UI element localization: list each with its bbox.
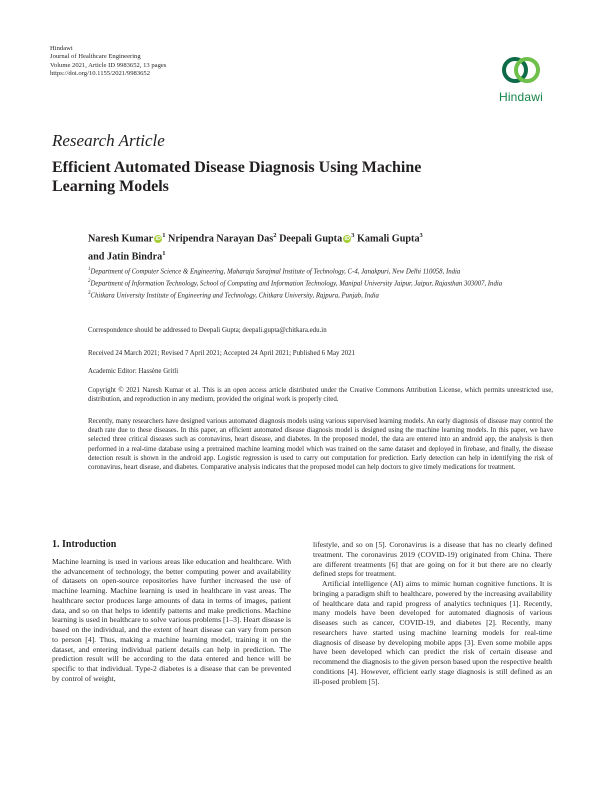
- logo-text: Hindawi: [498, 90, 544, 104]
- academic-editor: Academic Editor: Hassène Gritli: [88, 368, 179, 375]
- author-name: Kamali Gupta: [356, 233, 420, 245]
- publisher-logo: [488, 52, 554, 104]
- intro-paragraph: Machine learning is used in various areas like education and healthcare. With the advancement of technology, the better computing power and availability of datasets on open-source repositories have further increased the use of machine learning. Machine learning is used in healthcare in vast areas. The healthcare sector produces large amounts of data in terms of images, patient data, and so on that helps to identify patterns and make predictions. Machine learning is used in healthcare to solve various problems [1–3]. Heart disease is based on the individual, and the extent of heart disease can vary from person to person [4]. Thus, making a machine learning model, training it on the dataset, and entering individual patient details can help in prediction. The prediction result will be according to the data entered and hence will be specific to that individual. Type-2 diabetes is a disease that can be prevented by control of weight,: [52, 556, 291, 683]
- hindawi-logo-icon: [501, 52, 541, 88]
- abstract: Recently, many researchers have designed various automated diagnosis models using various supervised learning models. An early diagnosis of disease may control the death rate due to these diseases. In this paper, an efficient automated disease diagnosis model is designed using the machine learning models. In this paper, we have selected three critical diseases such as coronavirus, heart disease, and diabetes. In the proposed model, the data are entered into an android app, the analysis is then performed in a real-time database using a pretrained machine learning model which was trained on the same dataset and deployed in firebase, and finally, the disease detection result is shown in the android app. Logistic regression is used to carry out computation for prediction. Early detection can help in identifying the risk of coronavirus, heart disease, and diabetes. Comparative analysis indicates that the proposed model can help doctors to give timely medications for treatment.: [88, 418, 553, 472]
- intro-paragraph: Artificial intelligence (AI) aims to mimic human cognitive functions. It is bringing a paradigm shift to healthcare, powered by the increasing availability of healthcare data and rapid progress of analytics techniques [1]. Recently, many models have been developed for automated diagnosis of various diseases such as cancer, COVID-19, and diabetes [2]. Recently, many researchers have started using machine learning models for real-time diagnosis of disease by developing mobile apps [3]. Even some mobile apps have been developed which can predict the risk of certain disease and recommend the diagnosis to the given person based upon the respective health conditions [4]. However, efficient early stage diagnosis is still defined as an ill-posed problem [5].: [313, 579, 552, 686]
- intro-paragraph: lifestyle, and so on [5]. Coronavirus is a disease that has no clearly defined treatment. The coronavirus 2019 (COVID-19) originated from China. There are different treatments [6] that are going on for it but there are no clearly defined steps for treatment.: [313, 540, 552, 579]
- right-column: [313, 540, 552, 686]
- author-name: Jatin Bindra: [106, 251, 163, 263]
- journal-name: Journal of Healthcare Engineering: [50, 53, 141, 61]
- paper-title: Efficient Automated Disease Diagnosis Using Machine Learning Models: [52, 159, 422, 195]
- affiliations: [88, 265, 548, 302]
- doi-link[interactable]: https://doi.org/10.1155/2021/9983652: [50, 70, 151, 78]
- section-heading: 1. Introduction: [52, 539, 117, 550]
- copyright: Copyright © 2021 Naresh Kumar et al. This is an open access article distributed under the Creative Commons Attribution License, which permits unrestricted use, distribution, and reproduction in any medium, provided the original work is properly cited.: [88, 387, 553, 403]
- volume-line: Volume 2021, Article ID 9983652, 13 pages: [50, 61, 167, 69]
- journal-meta: [50, 45, 166, 79]
- dates: Received 24 March 2021; Revised 7 April 2021; Accepted 24 April 2021; Published 6 May 2021: [88, 350, 355, 357]
- author-name: Deepali Gupta: [279, 233, 343, 245]
- orcid-icon[interactable]: iD: [344, 236, 350, 243]
- affiliation-item: $^1$Department of Computer Science & Engineering, Maharaja Surajmal Institute of Technology, C-4, Janakpuri, New Delhi 110058, India: [88, 267, 461, 276]
- correspondence: Correspondence should be addressed to Deepali Gupta; deepali.gupta@chitkara.edu.in: [88, 327, 327, 334]
- orcid-icon[interactable]: iD: [155, 236, 161, 243]
- author-name: Naresh Kumar: [88, 233, 154, 245]
- author-list: Naresh Kumar $iD^1$ Nripendra Narayan Das$^2$ Deepali Gupta $iD^3$ Kamali Gupta$^3$ and Jatin Bindra$^1$: [88, 232, 423, 263]
- affiliation-item: $^2$Department of Information Technology, School of Computing and Information Technology, Manipal University Jaipur, Jaipur, Rajasthan 303007, India: [88, 279, 503, 288]
- publisher-name: Hindawi: [50, 45, 73, 52]
- author-name: Nripendra Narayan Das: [167, 233, 274, 245]
- affiliation-item: $^3$Chitkara University Institute of Engineering and Technology, Chitkara University, Rajpura, Punjab, India: [88, 291, 379, 300]
- left-column: [52, 540, 291, 684]
- article-type: Research Article: [52, 131, 165, 150]
